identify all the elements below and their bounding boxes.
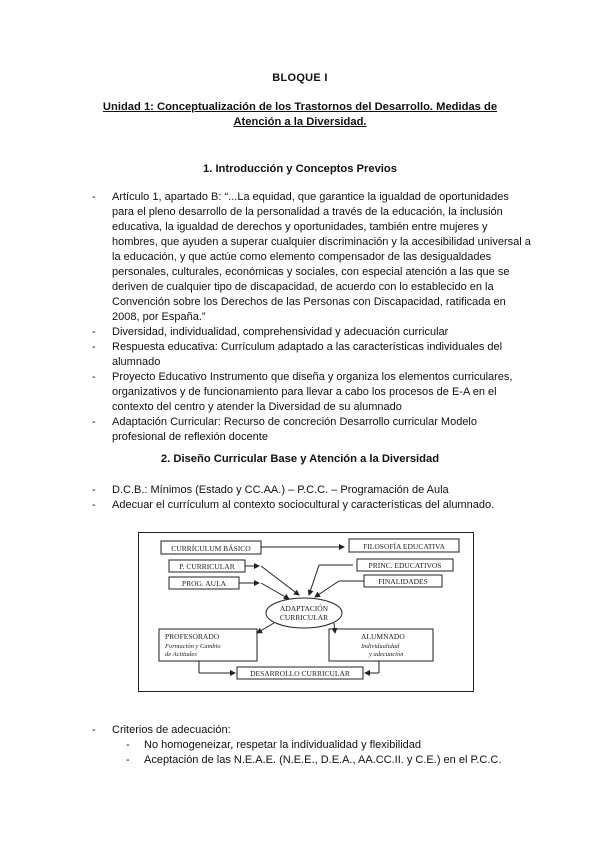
finalidades-label: FINALIDADES [378,577,428,586]
princ-label: PRINC. EDUCATIVOS [368,561,442,570]
list-item: - Adecuar el currículum al contexto sociocultural y características del alumnado. [92,498,532,513]
sublist-item: - Aceptación de las N.E.A.E. (N.E.E., D.E.A., AA.CC.II. y C.E.) en el P.C.C. [126,753,546,768]
unidad-title: Unidad 1: Conceptualización de los Trastornos del Desarrollo. Medidas de Atención a la Diversidad. [102,101,498,128]
section2-title: 2. Diseño Curricular Base y Atención a la Diversidad [160,453,440,465]
section3-list [92,723,532,738]
list-item: - Criterios de adecuación: [92,723,532,738]
section2-list [92,483,532,513]
desarrollo-label: DESARROLLO CURRICULAR [250,669,350,678]
profesorado-sub1: Formación y Cambio [165,643,221,650]
section1-list [92,190,532,445]
curriculum-diagram [138,532,474,692]
alumnado-sub1: Individualidad [361,643,400,650]
curriculum-basico-label: CURRÍCULUM BÁSICO [171,544,251,553]
alumnado-label: ALUMNADO [361,632,405,641]
profesorado-label: PROFESORADO [165,632,220,641]
list-item: - Respuesta educativa: Currículum adaptado a las características individuales del alumnado [92,340,532,370]
list-item: - D.C.B.: Mínimos (Estado y CC.AA.) – P.C.C. – Programación de Aula [92,483,532,498]
list-item: - Proyecto Educativo Instrumento que diseña y organiza los elementos curriculares, organizativos y de funcionamiento para llevar a cabo los procesos de E-A en el contexto del centro y atender la Diversidad de su alumnado [92,370,532,415]
adaptacion-label-1: ADAPTACIÓN [279,604,329,613]
p-curricular-label: P. CURRICULAR [179,562,235,571]
prog-aula-label: PROG. AULA [181,579,227,588]
filosofia-label: FILOSOFÍA EDUCATIVA [363,542,445,551]
bloque-title: BLOQUE I [272,72,328,84]
diagram-svg [139,533,473,691]
list-item: - Artículo 1, apartado B: “...La equidad, que garantice la igualdad de oportunidades para el pleno desarrollo de la personalidad a través de la educación, la inclusión educativa, la igualdad de derechos y oportunidades, también entre mujeres y hombres, que ayuden a superar cualquier discriminación y la accesibilidad universal a la educación, y que actúe como elemento compensador de las desigualdades personales, culturales, económicas y sociales, con especial atención a las que se deriven de cualquier tipo de discapacidad, de acuerdo con lo establecido en la Convención sobre los Derechos de las Personas con Discapacidad, ratificada en 2008, por España.” [92,190,532,325]
list-item: - Adaptación Curricular: Recurso de concreción Desarrollo curricular Modelo profesional de reflexión docente [92,415,532,445]
sublist-item: - No homogeneizar, respetar la individualidad y flexibilidad [126,738,546,753]
section1-title: 1. Introducción y Conceptos Previos [203,163,397,175]
profesorado-sub2: de Actitudes [165,651,197,658]
alumnado-sub2: y adecuación [369,651,404,658]
list-item: - Diversidad, individualidad, comprehensividad y adecuación curricular [92,325,532,340]
adaptacion-label-2: CURRICULAR [279,613,329,622]
section3-sublist [126,738,546,768]
